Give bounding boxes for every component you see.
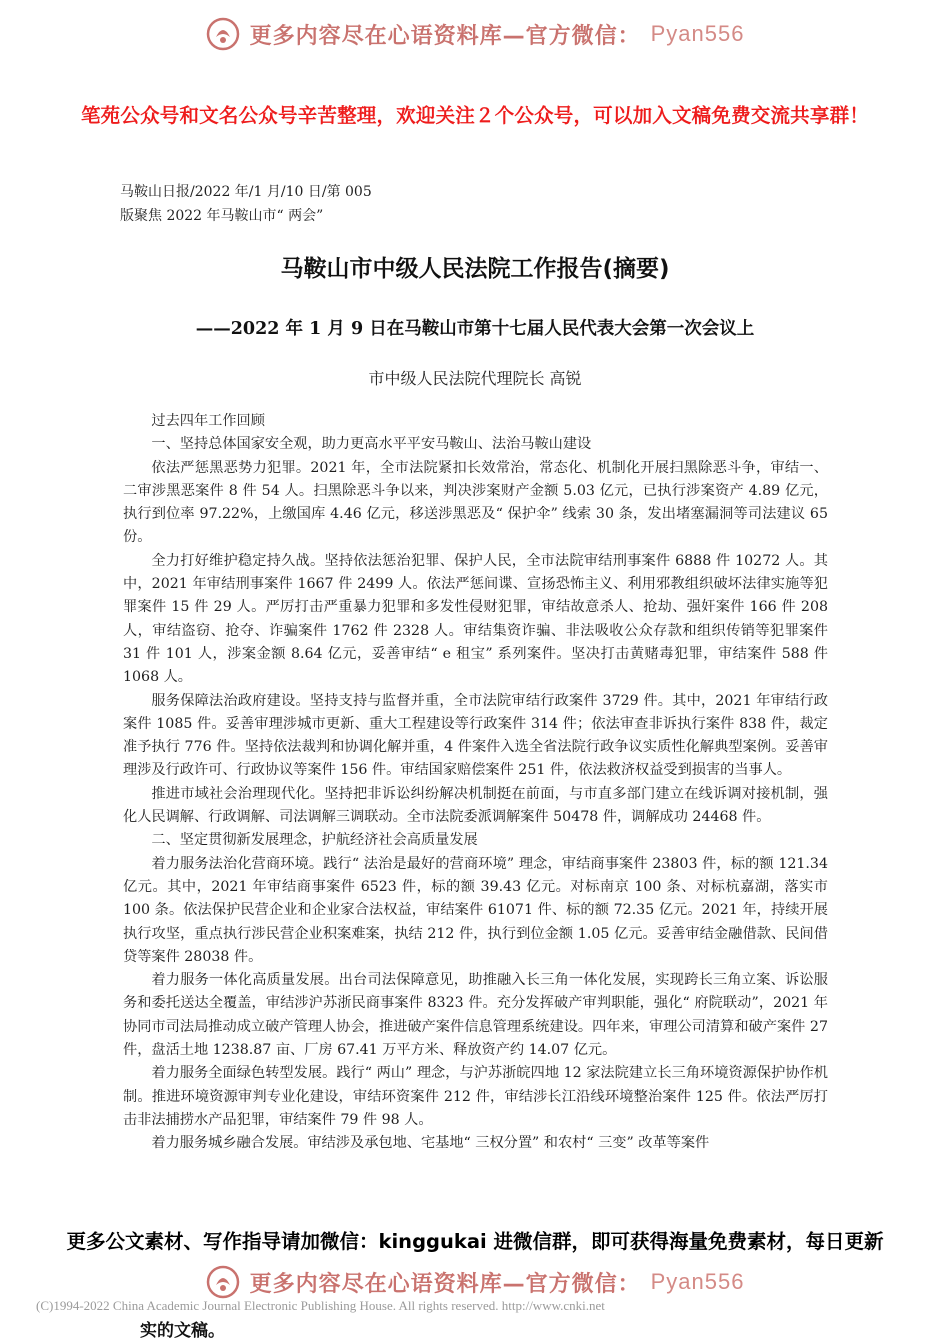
watermark-wechat-id: Pyan556 [650, 1269, 745, 1294]
watermark-top [0, 14, 950, 54]
paragraph: 着力服务一体化高质量发展。出台司法保障意见，助推融入长三角一体化发展，实现跨长三角立案、诉讼服务和委托送达全覆盖，审结涉沪苏浙民商事案件 8323 件。充分发挥破产审判职能，强化“ 府院联动”，2021 年协同市司法局推动成立破产管理人协会，推进破产案件信息管理系统建设。四年来，审理公司清算和破产案件 27 件，盘活土地 1238.87 亩、厂房 67.41 万平方米、释放资产约 14.07 亿元。 [123, 972, 828, 1059]
page-subtitle: ——2022 年 1 月 9 日在马鞍山市第十七届人民代表大会第一次会议上 [195, 319, 755, 339]
watermark-wechat-id: Pyan556 [650, 21, 745, 46]
report-body [123, 410, 828, 1220]
paragraph: 服务保障法治政府建设。坚持支持与监督并重，全市法院审结行政案件 3729 件。其中，2021 年审结行政案件 1085 件。妥善审理涉城市更新、重大工程建设等行政案件 314 件；依法审查非诉执行案件 838 件，裁定准予执行 776 件。坚持依法裁判和协调化解并重，4 件案件入选全省法院行政争议实质性化解典型案例。妥善审理涉及行政许可、行政协议等案件 156 件。审结国家赔偿案件 251 件，依法救济权益受到损害的当事人。 [123, 692, 828, 779]
paragraph: 全力打好维护稳定持久战。坚持依法惩治犯罪、保护人民，全市法院审结刑事案件 6888 件 10272 人。其中，2021 年审结刑事案件 1667 件 2499 人。依法严惩间谍、宣扬恐怖主义、利用邪教组织破坏法律实施等犯罪案件 15 件 29 人。严厉打击严重暴力犯罪和多发性侵财犯罪，审结故意杀人、抢劫、强奸案件 166 件 208 人，审结盗窃、抢夺、诈骗案件 1762 件 2328 人。审结集资诈骗、非法吸收公众存款和组织传销等犯罪案件 31 件 101 人，涉案金额 8.64 亿元，妥善审结“ e 租宝” 系列案件。坚决打击黄赌毒犯罪，审结案件 588 件 1068 人。 [123, 552, 828, 686]
page-title: 马鞍山市中级人民法院工作报告(摘要) [280, 256, 670, 282]
notice-top: 笔苑公众号和文名公众号辛苦整理，欢迎关注２个公众号，可以加入文稿免费交流共享群！ [80, 104, 869, 127]
paragraph: 一、坚持总体国家安全观，助力更高水平平安马鞍山、法治马鞍山建设 [151, 436, 592, 453]
paragraph: 推进市域社会治理现代化。坚持把非诉讼纠纷解决机制挺在前面，与市直多部门建立在线诉调对接机制，强化人民调解、行政调解、司法调解三调联动。全市法院委派调解案件 50478 件，调解成功 24468 件。 [123, 785, 828, 826]
paragraph: 依法严惩黑恶势力犯罪。2021 年，全市法院紧扣长效常治，常态化、机制化开展扫黑除恶斗争，审结一、二审涉黑恶案件 8 件 54 人。扫黑除恶斗争以来，判决涉案财产金额 5.03 亿元，已执行涉案资产 4.89 亿元，执行到位率 97.22%，上缴国库 4.46 亿元，移送涉黑恶及“ 保护伞” 线索 30 条，发出堵塞漏洞等司法建议 65 份。 [123, 459, 828, 546]
copyright-line: (C)1994-2022 China Academic Journal Electronic Publishing House. All rights reserved. http://www.cnki.net [36, 1298, 605, 1313]
watermark-logo-icon [206, 1265, 240, 1299]
watermark-text: 更多内容尽在心语资料库—官方微信： [249, 23, 641, 49]
meta-line-1: 马鞍山日报/2022 年/1 月/10 日/第 005 [120, 184, 372, 200]
paragraph: 着力服务法治化营商环境。践行“ 法治是最好的营商环境” 理念，审结商事案件 23803 件，标的额 121.34 亿元。其中，2021 年审结商事案件 6523 件，标的额 39.43 亿元。对标南京 100 条、对标杭嘉湖，落实市 100 条。依法保护民营企业和企业家合法权益，审结案件 61071 件、标的额 72.35 亿元。2021 年，持续开展执行攻坚，重点执行涉民营企业积案难案，执结 212 件，执行到位金额 1.05 亿元。妥善审结金融借款、民间借贷等案件 28038 件。 [123, 855, 828, 965]
paragraph: 着力服务全面绿色转型发展。践行“ 两山” 理念，与沪苏浙皖四地 12 家法院建立长三角环境资源保护协作机制。推进环境资源审判专业化建设，审结环资案件 212 件，审结涉长江沿线环境整治案件 125 件。依法严厉打击非法捕捞水产品犯罪，审结案件 79 件 98 人。 [123, 1065, 828, 1128]
paragraph: 着力服务城乡融合发展。审结涉及承包地、宅基地“ 三权分置” 和农村“ 三变” 改革等案件 [151, 1135, 710, 1152]
paragraph: 二、坚定贯彻新发展理念，护航经济社会高质量发展 [151, 832, 478, 849]
paragraph: 过去四年工作回顾 [151, 413, 265, 429]
watermark-text: 更多内容尽在心语资料库—官方微信： [249, 1271, 641, 1297]
author-line: 市中级人民法院代理院长 高锐 [368, 369, 582, 388]
meta-line-2: 版聚焦 2022 年马鞍山市“ 两会” [120, 208, 324, 224]
watermark-bottom [0, 1262, 950, 1302]
watermark-logo-icon [206, 17, 240, 51]
cut-off-text: 实的文稿。 [140, 1321, 225, 1341]
source-meta [120, 180, 480, 228]
notice-bottom: 更多公文素材、写作指导请加微信：kinggukai 进微信群，即可获得海量免费素材，每日更新 [0, 1226, 950, 1254]
